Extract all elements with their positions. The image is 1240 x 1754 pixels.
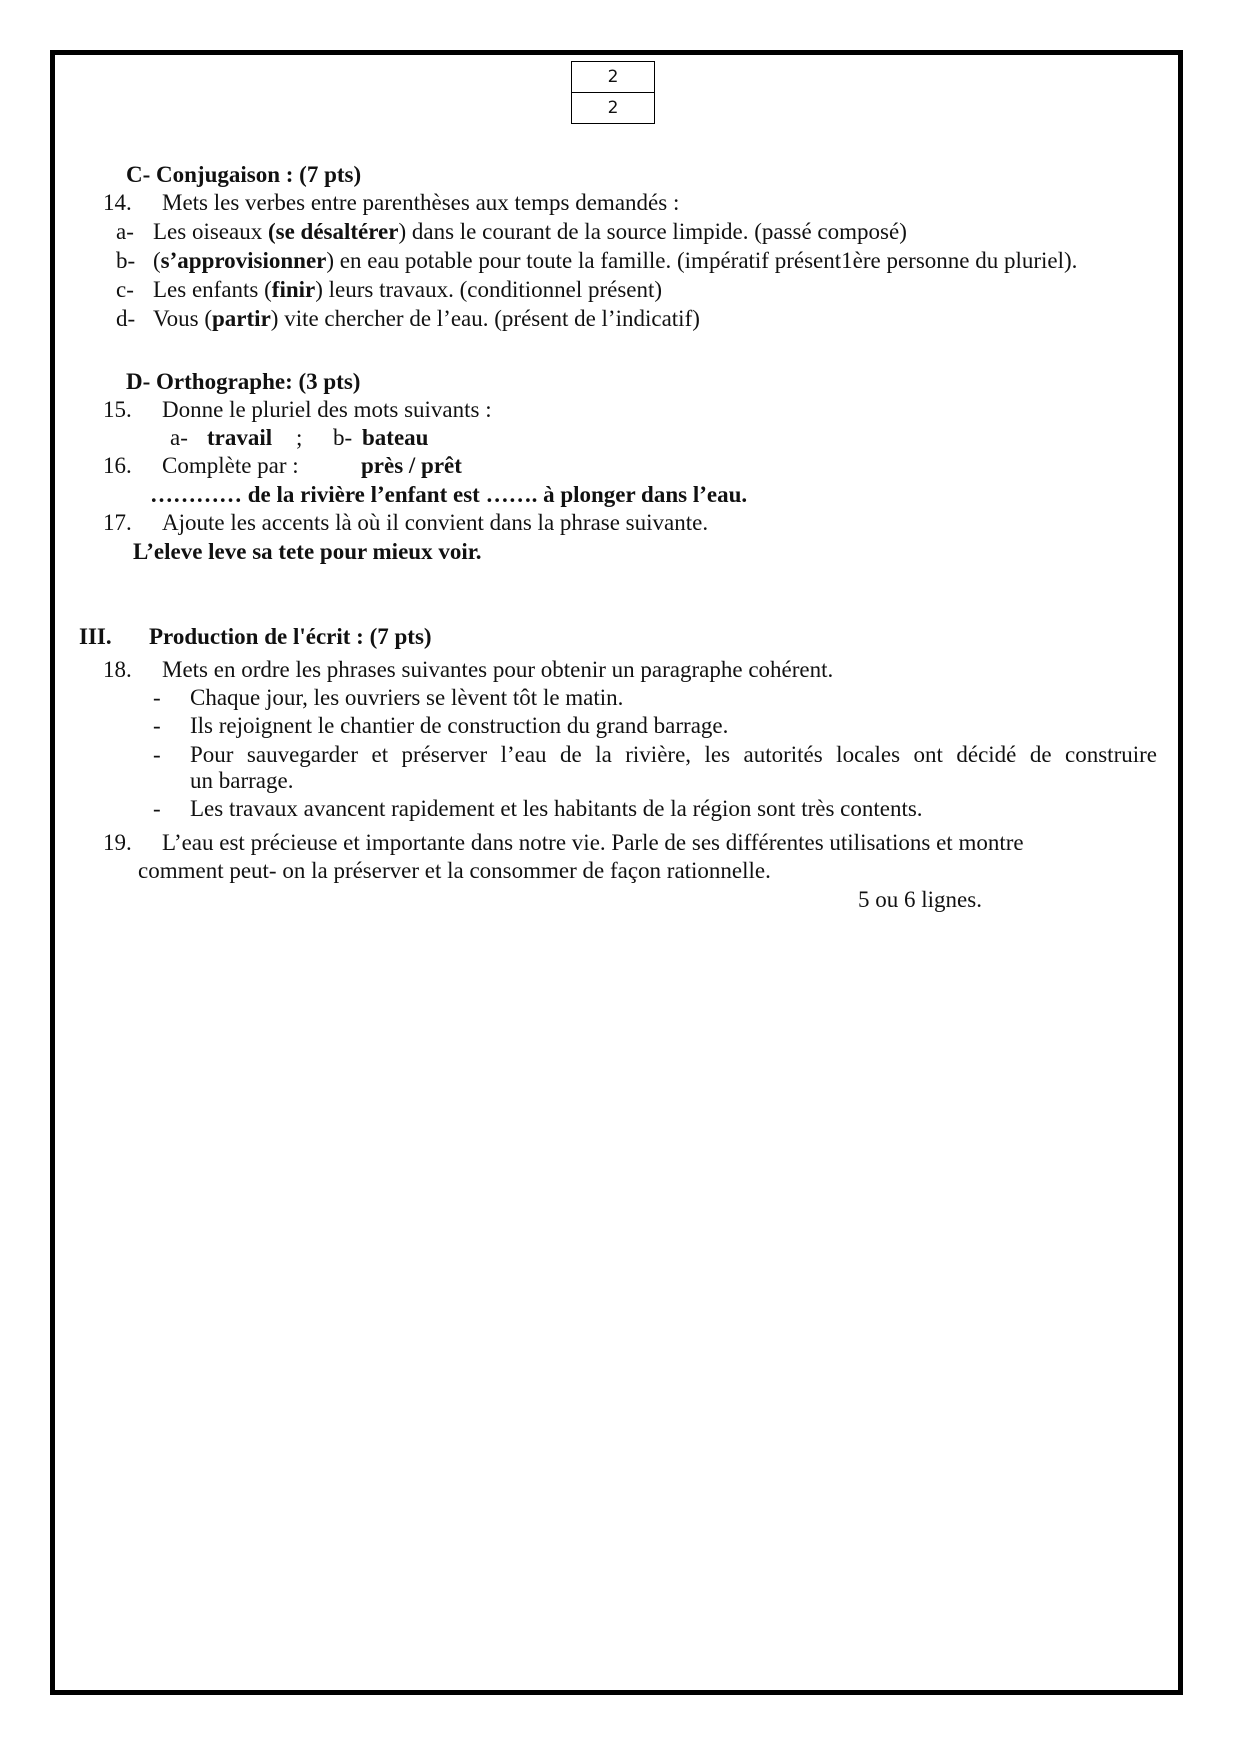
q15-a-label: a- xyxy=(170,425,188,450)
q15-a-word: travail xyxy=(207,425,273,450)
q18-dash-2: - xyxy=(153,713,161,738)
section-d-title: D- Orthographe: (3 pts) xyxy=(126,369,361,394)
q19-line-1: L’eau est précieuse et importante dans notre vie. Parle de ses différentes utilisations et montre xyxy=(162,830,1024,855)
q18-item-continuation: un barrage. xyxy=(190,768,294,793)
q18-item: Ils rejoignent le chantier de construction du grand barrage. xyxy=(190,713,729,738)
q14-a-letter: a- xyxy=(116,219,134,244)
q15-separator: ; xyxy=(296,425,303,450)
page-number-top: 2 xyxy=(607,67,619,87)
q16-sentence: ………… de la rivière l’enfant est ……. à plonger dans l’eau. xyxy=(150,482,748,507)
page-number-box xyxy=(571,61,655,124)
q15-b-word: bateau xyxy=(362,425,429,450)
q14-number: 14. xyxy=(103,190,132,215)
q16-number: 16. xyxy=(103,453,132,478)
q18-item: Chaque jour, les ouvriers se lèvent tôt le matin. xyxy=(190,685,624,710)
q18-number: 18. xyxy=(103,657,132,682)
q19-number: 19. xyxy=(103,830,132,855)
q15-b-label: b- xyxy=(333,425,353,450)
q14-a-text: Les oiseaux (se désaltérer) dans le courant de la source limpide. (passé composé) xyxy=(153,219,907,244)
q18-dash-4: - xyxy=(153,796,161,821)
section-iii-title: Production de l'écrit : (7 pts) xyxy=(149,624,432,649)
q14-c-text: Les enfants (finir) leurs travaux. (conditionnel présent) xyxy=(153,277,663,302)
q15-text: Donne le pluriel des mots suivants : xyxy=(162,397,492,422)
q19-note: 5 ou 6 lignes. xyxy=(858,887,982,912)
q15-number: 15. xyxy=(103,397,132,422)
q14-c-letter: c- xyxy=(116,277,134,302)
q19-line-2: comment peut- on la préserver et la consommer de façon rationnelle. xyxy=(138,858,771,883)
page-number-bottom: 2 xyxy=(572,92,654,123)
q14-b-text: (s’approvisionner) en eau potable pour toute la famille. (impératif présent1ère personne du pluriel). xyxy=(153,248,1078,273)
q18-text: Mets en ordre les phrases suivantes pour obtenir un paragraphe cohérent. xyxy=(162,657,834,682)
q18-dash-3: - xyxy=(153,742,161,767)
q14-b-letter: b- xyxy=(116,248,136,273)
section-c-title: C- Conjugaison : (7 pts) xyxy=(126,162,362,187)
q17-sentence: L’eleve leve sa tete pour mieux voir. xyxy=(133,539,482,564)
q18-item: Les travaux avancent rapidement et les habitants de la région sont très contents. xyxy=(190,796,923,821)
q17-number: 17. xyxy=(103,510,132,535)
section-iii-roman: III. xyxy=(79,624,112,649)
q16-text: Complète par : xyxy=(162,453,299,478)
q18-item: Pour sauvegarder et préserver l’eau de la rivière, les autorités locales ont décidé de construire xyxy=(190,742,1157,767)
q16-options: près / prêt xyxy=(361,453,462,478)
q18-dash-1: - xyxy=(153,685,161,710)
q14-text: Mets les verbes entre parenthèses aux temps demandés : xyxy=(162,190,680,215)
q17-text: Ajoute les accents là où il convient dans la phrase suivante. xyxy=(162,510,709,535)
q14-d-letter: d- xyxy=(116,306,136,331)
q14-d-text: Vous (partir) vite chercher de l’eau. (présent de l’indicatif) xyxy=(153,306,700,331)
